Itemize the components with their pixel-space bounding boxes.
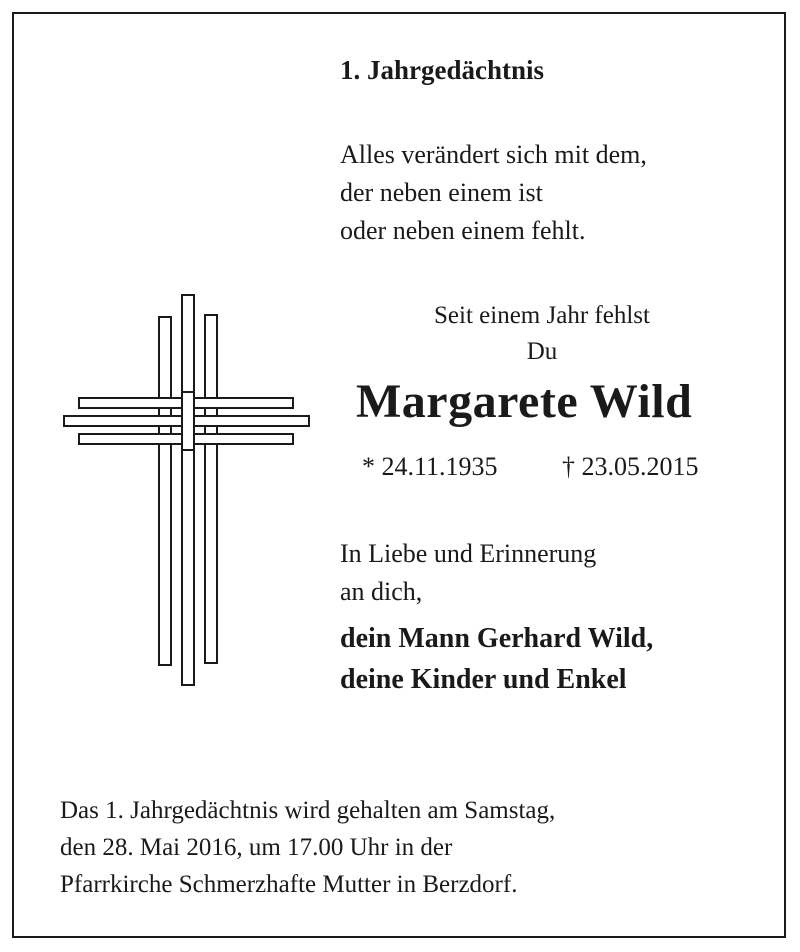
poem-line: der neben einem ist [340, 178, 543, 207]
cross-icon [62, 292, 312, 692]
family-line: dein Mann Gerhard Wild, [340, 623, 654, 654]
footer-line: Pfarrkirche Schmerzhafte Mutter in Berzdorf. [60, 871, 518, 898]
death-date: † 23.05.2015 [562, 452, 699, 481]
memory-line: an dich, [340, 577, 423, 606]
poem-line: oder neben einem fehlt. [340, 216, 586, 245]
memory-line: In Liebe und Erinnerung [340, 539, 597, 568]
deceased-name: Margarete Wild [356, 375, 693, 428]
poem [340, 136, 647, 250]
notice-heading: 1. Jahrgedächtnis [340, 55, 545, 85]
birth-date: * 24.11.1935 [362, 452, 498, 481]
since-line: Du [526, 338, 558, 365]
family-line: deine Kinder und Enkel [340, 664, 627, 695]
since-text [392, 298, 692, 370]
service-announcement [60, 792, 555, 903]
poem-line: Alles verändert sich mit dem, [340, 140, 647, 169]
family-signature [340, 618, 653, 700]
memory-text [340, 535, 596, 611]
footer-line: Das 1. Jahrgedächtnis wird gehalten am Samstag, [60, 797, 556, 824]
footer-line: den 28. Mai 2016, um 17.00 Uhr in der [60, 834, 453, 861]
since-line: Seit einem Jahr fehlst [434, 302, 650, 329]
